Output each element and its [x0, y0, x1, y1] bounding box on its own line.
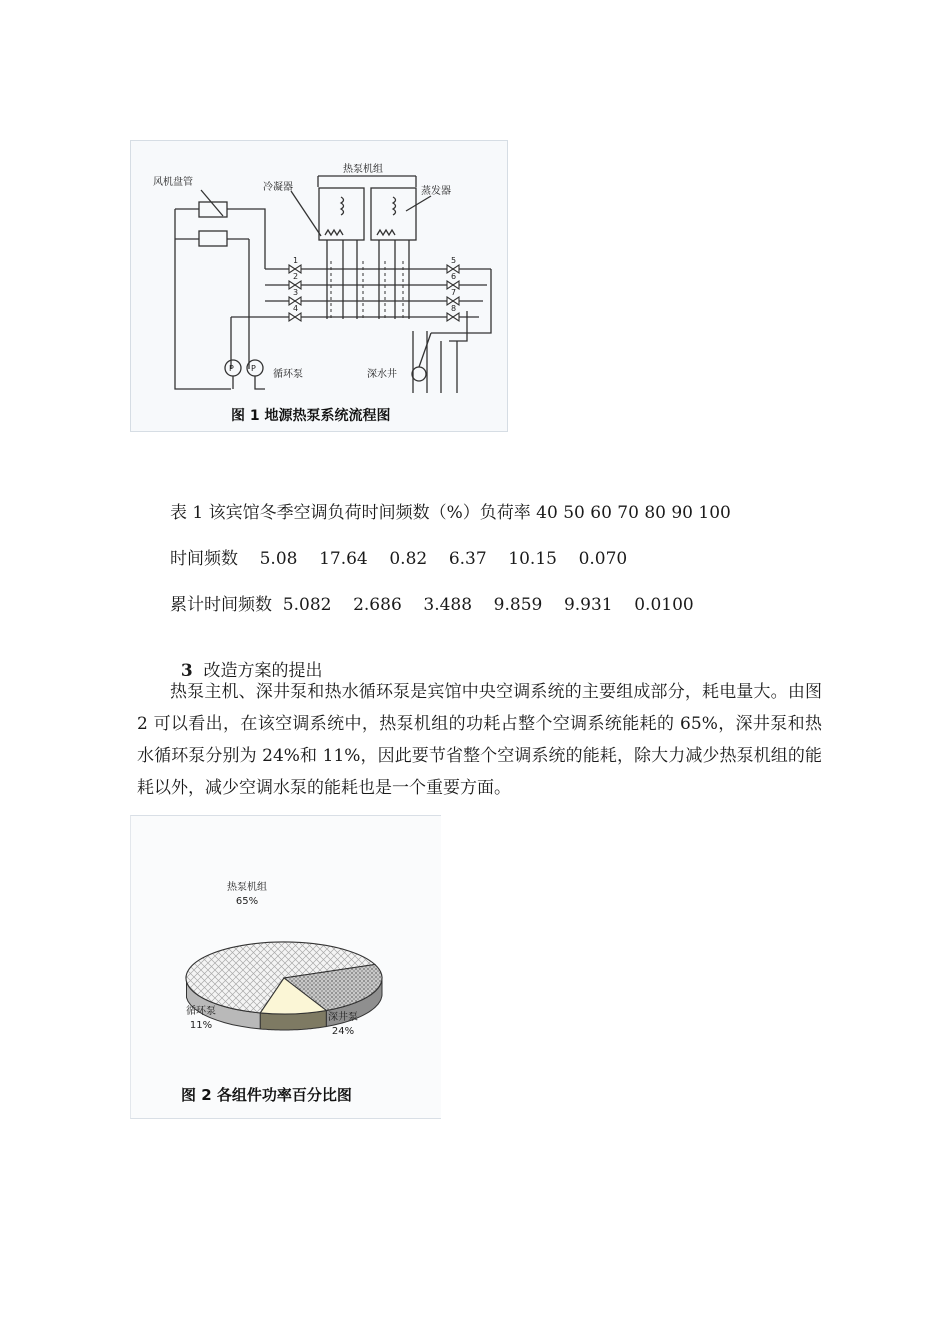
slice-label-deep-well-pump: 深井泵	[328, 1012, 358, 1023]
slice-value-deep-well-pump: 24%	[331, 1026, 355, 1037]
valve-label-4: 4	[293, 304, 299, 313]
slice-label-circulation-pump: 循环泵	[186, 1006, 216, 1017]
valve-label-6: 6	[451, 272, 457, 281]
slice-value-circulation-pump: 11%	[189, 1020, 213, 1031]
pump-p-label-2: P	[251, 364, 256, 373]
well-pump	[412, 367, 426, 381]
condenser-label: 冷凝器	[263, 182, 293, 193]
valve-label-3: 3	[293, 288, 299, 297]
circulation-pump-label: 循环泵	[273, 369, 303, 380]
valve-label-7: 7	[451, 288, 457, 297]
figure-2-pie-chart	[130, 815, 441, 1119]
pie-slices	[186, 942, 382, 1014]
figure-2-caption: 图 2 各组件功率百分比图	[181, 1086, 352, 1104]
figure-1-caption: 图 1 地源热泵系统流程图	[231, 408, 391, 424]
table-1-cumulative-row: 累计时间频数 5.082 2.686 3.488 9.859 9.931 0.0100	[170, 595, 694, 615]
section-number: 3	[180, 661, 193, 681]
section-3-heading	[170, 636, 322, 681]
slice-value-heat-pump-unit: 65%	[235, 896, 259, 907]
heat-pump-unit-label: 热泵机组	[343, 164, 383, 175]
valve-label-1: 1	[293, 256, 299, 265]
fan-coil-label: 风机盘管	[153, 177, 193, 188]
valve-label-2: 2	[293, 272, 299, 281]
valve-label-5: 5	[451, 256, 457, 265]
flow-diagram-svg	[131, 141, 507, 431]
table-1-frequency-row: 时间频数 5.08 17.64 0.82 6.37 10.15 0.070	[170, 549, 628, 569]
slice-label-heat-pump-unit: 热泵机组	[227, 882, 267, 893]
deep-well-label: 深水井	[367, 369, 397, 380]
pump-p-label-1: P	[229, 364, 234, 373]
evaporator-label: 蒸发器	[421, 186, 451, 197]
table-1-title: 表 1 该宾馆冬季空调负荷时间频数（%）负荷率 40 50 60 70 80 90 100	[170, 503, 731, 523]
fan-coil-lower	[199, 231, 227, 246]
figure-1-flow-diagram	[130, 140, 508, 432]
valve-label-8: 8	[451, 304, 457, 313]
section-title: 改造方案的提出	[203, 661, 323, 681]
pie-chart-svg	[131, 816, 441, 1118]
body-paragraph: 热泵主机、深井泵和热水循环泵是宾馆中央空调系统的主要组成部分，耗电量大。由图 2 可以看出，在该空调系统中，热泵机组的功耗占整个空调系统能耗的 65%，深井泵和热水循环泵分别为 24%和 11%，因此要节省整个空调系统的能耗，除大力减少热泵机组的能耗以外，减少空调水泵的能耗也是一个重要方面。	[137, 682, 822, 798]
